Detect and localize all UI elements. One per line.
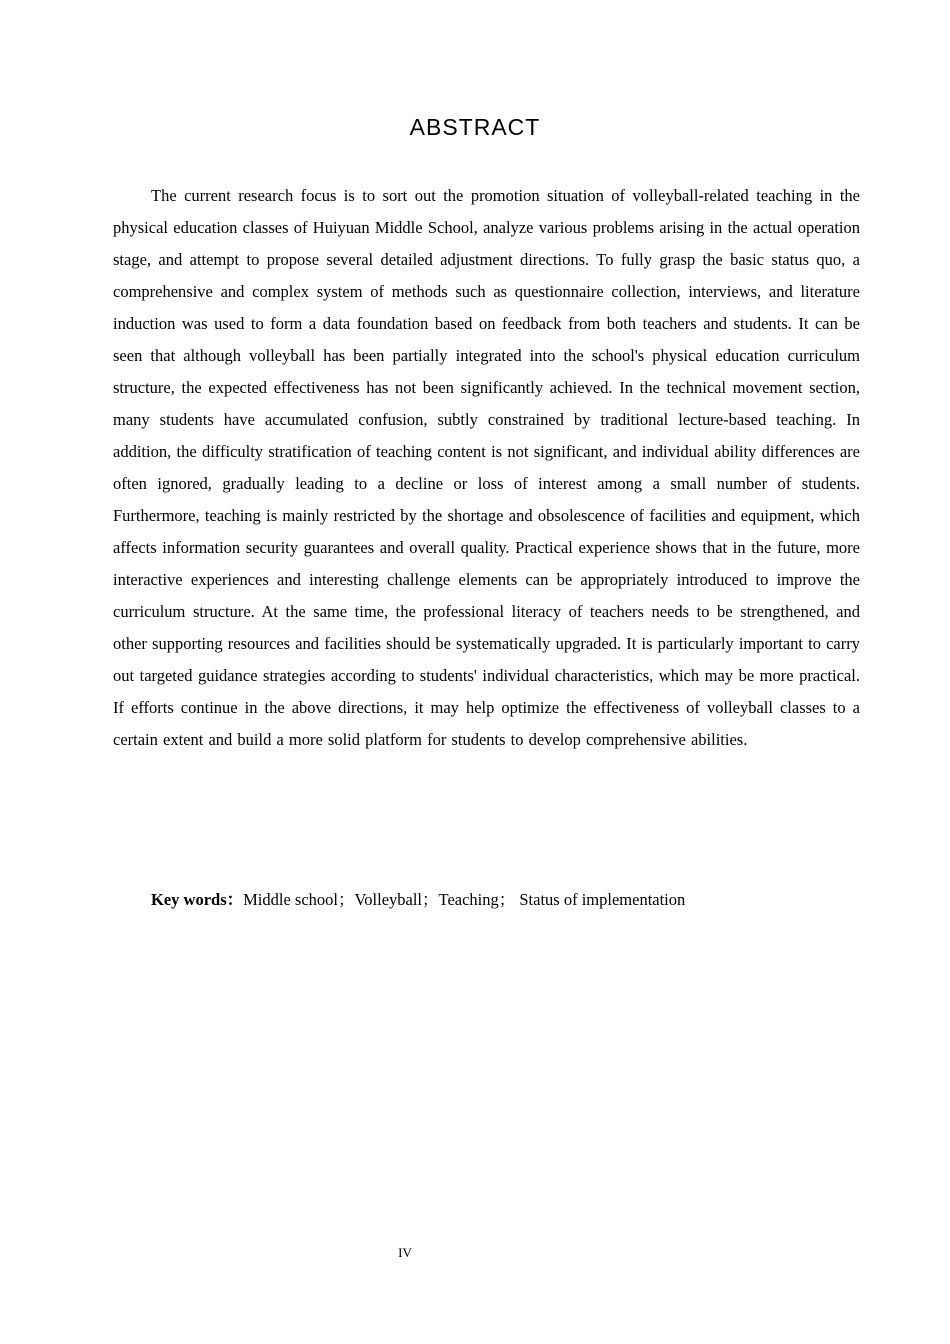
abstract-paragraph: The current research focus is to sort out the promotion situation of volleyball-related teaching in the physical education classes of Huiyuan Middle School, analyze various problems arising in the actual operation stage, and attempt to propose several detailed adjustment directions. To fully grasp the basic status quo, a comprehensive and complex system of methods such as questionnaire collection, interviews, and literature induction was used to form a data foundation based on feedback from both teachers and students. It can be seen that although volleyball has been partially integrated into the school's physical education curriculum structure, the expected effectiveness has not been significantly achieved. In the technical movement section, many students have accumulated confusion, subtly constrained by traditional lecture-based teaching. In addition, the difficulty stratification of teaching content is not significant, and individual ability differences are often ignored, gradually leading to a decline or loss of interest among a small number of students. Furthermore, teaching is mainly restricted by the shortage and obsolescence of facilities and equipment, which affects information security guarantees and overall quality. Practical experience shows that in the future, more interactive experiences and interesting challenge elements can be appropriately introduced to improve the curriculum structure. At the same time, the professional literacy of teachers needs to be strengthened, and other supporting resources and facilities should be systematically upgraded. It is particularly important to carry out targeted guidance strategies according to students' individual characteristics, which may be more practical. If efforts continue in the above directions, it may help optimize the effectiveness of volleyball classes to a certain extent and build a more solid platform for students to develop comprehensive abilities. [113,186,860,749]
keywords-line [113,884,860,916]
page-title: ABSTRACT [409,114,541,140]
keywords-text: Middle school；Volleyball；Teaching； Status of implementation [243,890,686,909]
page-number: IV [398,1245,412,1260]
keywords-label: Key words： [151,890,244,909]
